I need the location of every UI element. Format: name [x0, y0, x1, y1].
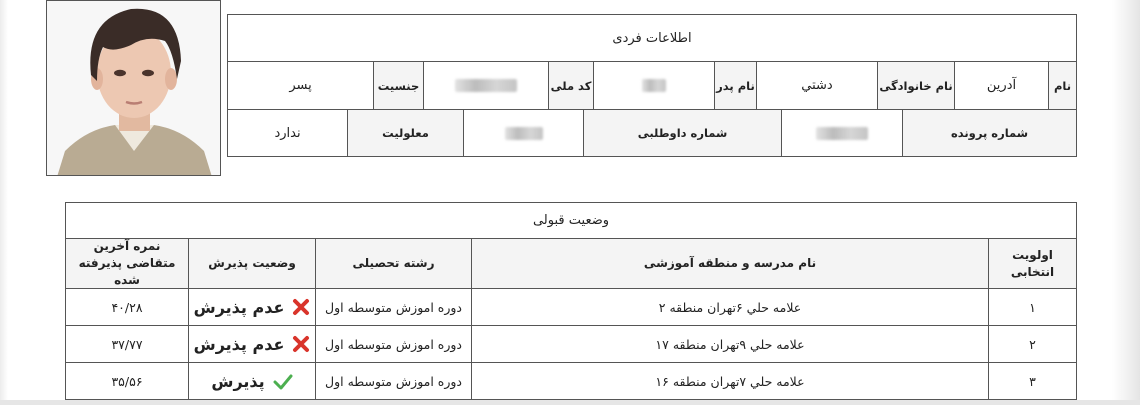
- field-cell: دوره اموزش متوسطه اول: [315, 326, 471, 362]
- admission-status-table: [65, 202, 1077, 400]
- status-text: پذیرش: [211, 372, 265, 391]
- check-icon: [273, 373, 293, 391]
- admission-header-row: [66, 239, 1076, 289]
- field-cell: دوره اموزش متوسطه اول: [315, 363, 471, 400]
- field-header: رشته تحصیلی: [315, 239, 471, 288]
- priority-header: اولویت انتخابی: [988, 239, 1076, 288]
- student-photo: [46, 0, 221, 176]
- score-cell: ۳۵/۵۶: [111, 374, 143, 389]
- cross-icon: [292, 298, 310, 316]
- father-name-label: نام پدر: [714, 62, 756, 109]
- gender-value: پسر: [289, 78, 312, 93]
- priority-cell: ۱: [988, 289, 1076, 325]
- page-edge-right: [1112, 0, 1140, 405]
- status-cell: [188, 326, 315, 362]
- first-name-label: نام: [1048, 62, 1076, 109]
- status-header: وضعیت پذیرش: [188, 239, 315, 288]
- status-rejected: [194, 335, 311, 354]
- field-cell: دوره اموزش متوسطه اول: [315, 289, 471, 325]
- status-cell: [188, 289, 315, 325]
- status-text: عدم پذیرش: [193, 334, 285, 354]
- disability-label: معلولیت: [347, 110, 463, 156]
- father-name-value-redacted: [593, 62, 714, 109]
- disability-value: ندارد: [274, 125, 301, 141]
- file-number-label: شماره پرونده: [902, 110, 1076, 156]
- last-name-value: دشتي: [756, 62, 877, 109]
- status-accepted: [211, 372, 292, 391]
- page-edge-bottom: [0, 400, 1140, 405]
- score-cell: ۴۰/۲۸: [111, 299, 143, 315]
- school-cell: علامه حلي ۹تهران منطقه ۱۷: [471, 326, 988, 362]
- status-rejected: [194, 298, 311, 317]
- page-edge-left: [0, 0, 8, 405]
- table-row: [66, 363, 1076, 400]
- last-score-header: نمره آخرین متقاضی پذیرفته شده: [66, 239, 188, 288]
- first-name-value: آدرین: [954, 62, 1048, 109]
- score-cell: ۳۷/۷۷: [111, 336, 143, 352]
- national-code-value-redacted: [423, 62, 548, 109]
- priority-cell: ۲: [988, 326, 1076, 362]
- school-cell: علامه حلي ۷تهران منطقه ۱۶: [471, 363, 988, 400]
- status-cell: [188, 363, 315, 400]
- status-text: عدم پذیرش: [193, 297, 285, 317]
- table-row: [66, 289, 1076, 326]
- last-name-label: نام خانوادگی: [877, 62, 954, 109]
- personal-info-row-2: [228, 110, 1076, 156]
- school-cell: علامه حلي ۶تهران منطقه ۲: [471, 289, 988, 325]
- admission-status-title: وضعیت قبولی: [66, 203, 1076, 239]
- student-portrait-image: [47, 1, 221, 176]
- personal-info-title: اطلاعات فردی: [228, 15, 1076, 62]
- personal-info-table: [227, 14, 1077, 157]
- school-header: نام مدرسه و منطقه آموزشی: [471, 239, 988, 288]
- cross-icon: [292, 335, 310, 353]
- candidate-number-label: شماره داوطلبی: [583, 110, 781, 156]
- national-code-label: کد ملی: [548, 62, 593, 109]
- priority-cell: ۳: [988, 363, 1076, 400]
- candidate-number-value-redacted: [463, 110, 583, 156]
- table-row: [66, 326, 1076, 363]
- file-number-value-redacted: [781, 110, 902, 156]
- gender-label: جنسیت: [373, 62, 423, 109]
- personal-info-row-1: [228, 62, 1076, 110]
